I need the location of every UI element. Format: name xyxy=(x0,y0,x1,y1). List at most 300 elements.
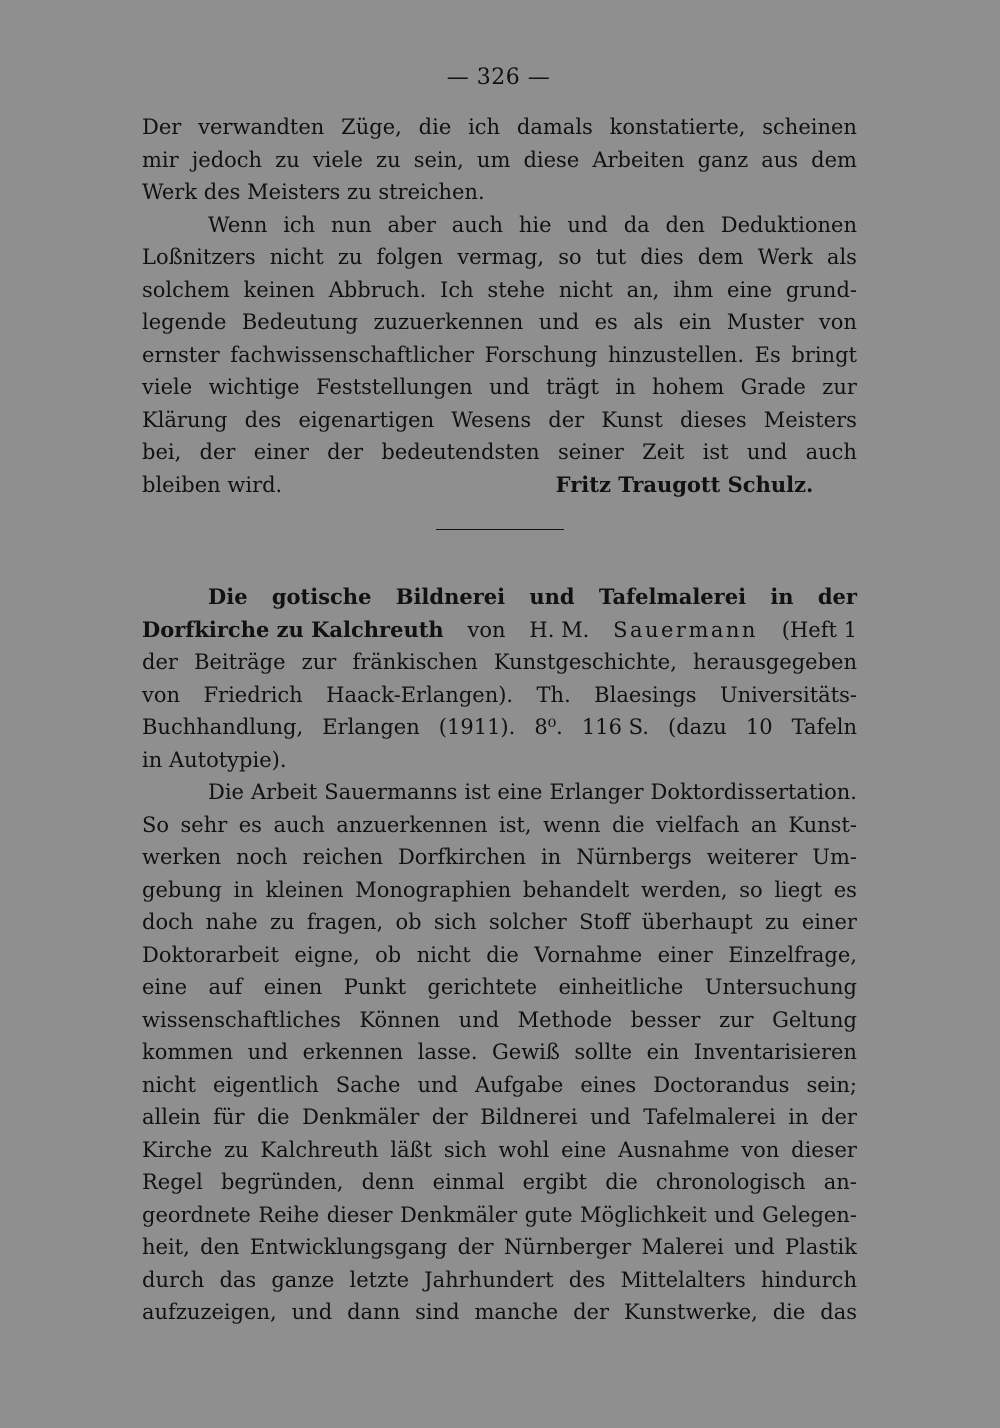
word: Möglichkeit xyxy=(580,1202,707,1227)
text-line xyxy=(142,1166,857,1199)
word: als xyxy=(826,245,857,269)
word: eigentlich xyxy=(213,1072,319,1097)
word: Nürnbergs xyxy=(576,845,692,869)
word: (1911). xyxy=(438,715,516,739)
word: Doktordissertation. xyxy=(650,780,857,804)
word: vermag, xyxy=(457,245,545,269)
word: Deduktionen xyxy=(720,212,857,237)
word: Universitäts- xyxy=(719,682,857,707)
word: Sauermanns xyxy=(324,780,458,804)
word: Monographien xyxy=(355,877,512,902)
heading-word: und xyxy=(529,584,575,609)
review-gotische-bildnerei xyxy=(142,581,857,1329)
word: Nürnberger xyxy=(503,1235,632,1259)
word: Feststellungen xyxy=(316,375,473,399)
word: viele xyxy=(312,147,363,172)
word: herausgegeben xyxy=(693,650,857,674)
word: werken xyxy=(142,845,222,869)
word: Werk xyxy=(757,245,813,269)
word: Bedeutung xyxy=(241,310,359,334)
text-line xyxy=(142,306,857,339)
word: Erlanger xyxy=(549,780,644,804)
word: auch xyxy=(273,812,325,837)
word: die xyxy=(486,942,519,967)
word: Autotypie). xyxy=(168,747,287,772)
word: des xyxy=(568,1267,606,1292)
word: Sache xyxy=(335,1072,401,1097)
word: solchem xyxy=(142,277,230,302)
word: grund- xyxy=(785,277,857,302)
word: eine xyxy=(561,1137,607,1162)
word: wissenschaftliches xyxy=(142,1007,341,1032)
word: liegt xyxy=(774,877,823,902)
word: Bildnerei xyxy=(480,1105,578,1129)
word: ganze xyxy=(271,1267,335,1292)
word: des xyxy=(203,180,241,204)
word: Haack-Erlangen). xyxy=(326,682,514,707)
word: fachwissenschaftlicher xyxy=(230,342,475,367)
text-line xyxy=(142,679,857,712)
word: Klärung xyxy=(142,407,228,432)
word: zu xyxy=(269,910,295,934)
word: bringt xyxy=(791,342,857,367)
word: so xyxy=(739,877,763,902)
text-line xyxy=(142,176,857,209)
word: eigenartigen xyxy=(298,407,435,432)
word: der xyxy=(142,650,178,674)
text-line xyxy=(142,436,857,469)
word: aufzuzeigen, xyxy=(142,1300,277,1324)
word: viele xyxy=(142,375,193,399)
word: fragen, xyxy=(306,910,384,934)
word: mir xyxy=(142,147,179,172)
text-line xyxy=(142,809,857,842)
word: diese xyxy=(523,147,580,172)
word: der xyxy=(431,1105,468,1129)
word: und xyxy=(458,1007,500,1032)
text-line xyxy=(142,274,857,307)
word: es xyxy=(238,812,262,837)
word: einer xyxy=(801,910,857,934)
word: denn xyxy=(361,1170,415,1194)
word: ich xyxy=(468,115,501,139)
heading-bold-subject: Dorfkirche zu Kalchreuth xyxy=(142,616,444,642)
word: da xyxy=(623,212,650,237)
word: wichtige xyxy=(208,375,300,399)
word: es xyxy=(594,310,618,334)
text-line xyxy=(142,111,857,144)
text-line xyxy=(142,1264,857,1297)
word: manche xyxy=(474,1300,559,1324)
word: allein xyxy=(142,1105,201,1129)
word: ist, xyxy=(498,812,532,837)
word: sich xyxy=(433,910,477,934)
word: gute xyxy=(524,1202,573,1227)
word: Tafeln xyxy=(791,715,857,739)
word: zu xyxy=(337,245,363,269)
word: Arbeiten xyxy=(592,147,685,172)
word: Dorfkirchen xyxy=(397,845,526,869)
word: Loßnitzers xyxy=(142,245,256,269)
text-line xyxy=(142,906,857,939)
word: und xyxy=(714,1202,755,1227)
word: die xyxy=(257,1105,290,1129)
word: ergibt xyxy=(522,1170,588,1194)
word: Kalchreuth xyxy=(260,1137,379,1162)
word: ein xyxy=(678,310,712,334)
word: noch xyxy=(236,845,288,869)
word: Doctorandus xyxy=(653,1072,790,1097)
text-line xyxy=(142,646,857,679)
word: bedeutendsten xyxy=(381,440,540,464)
heading-von: von xyxy=(467,617,506,642)
text-line xyxy=(142,1296,857,1329)
word: dies xyxy=(640,245,684,269)
word: sollte xyxy=(574,1040,633,1064)
word: Kunst xyxy=(601,407,663,432)
word: Der xyxy=(142,115,182,139)
word: Abbruch. xyxy=(328,277,427,302)
word: gebung xyxy=(142,877,222,902)
word: Untersuchung xyxy=(704,975,857,999)
word: die xyxy=(772,1300,806,1324)
heading-word: gotische xyxy=(271,584,372,609)
word: an xyxy=(750,812,777,837)
word: Geltung xyxy=(772,1007,857,1032)
heading-series-note: (Heft 1 xyxy=(781,617,857,642)
word: zu xyxy=(275,147,300,172)
word: Ich xyxy=(440,277,474,302)
word: auch xyxy=(805,440,857,464)
word: auch xyxy=(451,212,504,237)
word: kommen xyxy=(142,1040,234,1064)
word: dieses xyxy=(680,407,747,432)
word: dann xyxy=(347,1300,401,1324)
word: wohl xyxy=(498,1137,550,1162)
word: ganz xyxy=(697,147,749,172)
text-line xyxy=(142,874,857,907)
word: geordnete xyxy=(142,1202,251,1227)
word: als xyxy=(633,310,664,334)
word: zu xyxy=(347,180,372,204)
word: hohem xyxy=(652,375,725,399)
word: von xyxy=(741,1137,780,1162)
text-line xyxy=(142,1231,857,1264)
word: doch xyxy=(142,910,194,934)
word: folgen xyxy=(376,245,444,269)
word: ist xyxy=(464,780,491,804)
word: der xyxy=(548,407,585,432)
word: Die xyxy=(208,780,244,804)
word: Es xyxy=(754,342,781,367)
word: sehr xyxy=(180,812,228,837)
review-heading-line-2 xyxy=(142,614,857,647)
word: Kunstwerke, xyxy=(623,1300,758,1324)
word: eigne, xyxy=(294,942,360,967)
word: sich xyxy=(443,1137,487,1162)
word: so xyxy=(558,245,582,269)
text-line xyxy=(142,971,857,1004)
word: Doktorarbeit xyxy=(142,942,279,967)
word: chronologisch xyxy=(655,1170,806,1194)
word: nahe xyxy=(205,910,258,934)
word: Mittelalters xyxy=(620,1267,746,1292)
text-line xyxy=(142,1134,857,1167)
word: zu xyxy=(223,1137,249,1162)
word: keinen xyxy=(243,277,315,302)
word: Können xyxy=(359,1007,441,1032)
word: Kunst- xyxy=(788,812,857,837)
section-divider xyxy=(436,529,564,530)
word: Um- xyxy=(812,845,857,869)
word: Jahrhundert xyxy=(424,1267,554,1292)
word: lasse. xyxy=(417,1040,478,1064)
text-line xyxy=(142,841,857,874)
word: der xyxy=(821,1105,857,1129)
word: eine xyxy=(727,277,773,302)
word: legende xyxy=(142,310,227,334)
author-signature: Fritz Traugott Schulz. xyxy=(555,471,814,497)
word: hindurch xyxy=(760,1267,857,1292)
word: eines xyxy=(580,1072,637,1097)
word: (dazu xyxy=(668,715,727,739)
word: es xyxy=(833,877,857,902)
word: in xyxy=(233,877,254,902)
text-line xyxy=(142,1101,857,1134)
word: auf xyxy=(208,975,243,999)
text-line xyxy=(142,404,857,437)
word: bei, xyxy=(142,440,182,464)
review-body xyxy=(142,646,857,1329)
word: und xyxy=(734,1235,775,1259)
word: Malerei xyxy=(641,1235,724,1259)
word: überhaupt xyxy=(641,910,753,934)
word: gerichtete xyxy=(427,975,538,999)
word: der xyxy=(573,1300,610,1324)
word: Tafelmalerei xyxy=(643,1105,776,1129)
word: hinzustellen. xyxy=(607,342,745,367)
word: den xyxy=(200,1235,240,1259)
book-page xyxy=(142,56,857,1329)
word: in xyxy=(788,1105,809,1129)
word: tut xyxy=(595,245,627,269)
word: einer xyxy=(657,942,713,967)
word: Entwicklungsgang xyxy=(249,1235,448,1259)
text-line xyxy=(142,744,857,777)
word: dem xyxy=(811,147,857,172)
word: ein xyxy=(646,1040,680,1064)
word: die xyxy=(605,1170,638,1194)
text-line xyxy=(142,1069,857,1102)
review-body xyxy=(142,111,857,469)
word: Erlangen xyxy=(322,715,420,739)
word: Plastik xyxy=(784,1235,857,1259)
word: dieser xyxy=(326,1202,393,1227)
author-name: Sauermann xyxy=(613,617,758,642)
word: weiterer xyxy=(706,845,798,869)
word: nicht xyxy=(558,277,613,302)
word: Vornahme xyxy=(534,942,643,967)
word: Wenn xyxy=(208,212,268,237)
word: Regel xyxy=(142,1170,203,1194)
word: und xyxy=(538,310,580,334)
text-line xyxy=(142,209,857,242)
word: 116 S. xyxy=(581,715,649,739)
word: einer xyxy=(253,440,309,464)
word: Werk xyxy=(142,180,198,204)
word: solcher xyxy=(488,910,567,934)
word: ob xyxy=(395,910,422,934)
word: der xyxy=(457,1235,494,1259)
word: Punkt xyxy=(343,975,407,999)
word: Blaesings xyxy=(594,682,697,707)
word: zur xyxy=(301,650,337,674)
text-line xyxy=(142,711,857,744)
word: trägt xyxy=(546,375,599,399)
word: zuzuerkennen xyxy=(373,310,524,334)
word: einmal xyxy=(432,1170,505,1194)
word: und xyxy=(489,375,530,399)
word: So xyxy=(142,812,170,837)
word: an- xyxy=(823,1170,857,1194)
word: stehe xyxy=(487,277,546,302)
word: aus xyxy=(761,147,799,172)
word: der xyxy=(327,440,364,464)
heading-word: Bildnerei xyxy=(395,584,506,609)
word: Buchhandlung, xyxy=(142,715,304,739)
word: einheitliche xyxy=(558,975,684,999)
word: Wesens xyxy=(451,407,532,432)
word: Einzelfrage, xyxy=(728,942,857,967)
word: damals xyxy=(516,115,593,139)
text-line xyxy=(142,144,857,177)
word: besser xyxy=(630,1007,701,1032)
word: Th. xyxy=(536,682,571,707)
word: nicht xyxy=(416,942,471,967)
author-initials: H. M. xyxy=(529,617,590,642)
word: sind xyxy=(415,1300,460,1324)
word: den xyxy=(665,212,705,237)
word: Meisters xyxy=(763,407,857,432)
word: Ausnahme xyxy=(618,1137,730,1162)
word: heit, xyxy=(142,1235,190,1259)
word: an, xyxy=(626,277,660,302)
word: Kunstgeschichte, xyxy=(493,650,677,674)
word: Züge, xyxy=(341,115,402,139)
word: konstatierte, xyxy=(609,115,746,139)
word: der xyxy=(199,440,236,464)
word: Gewiß xyxy=(492,1040,560,1064)
word: ich xyxy=(283,212,316,237)
word: und xyxy=(590,1105,631,1129)
word: nun xyxy=(331,212,372,237)
closing-text: bleiben wird. xyxy=(142,472,283,497)
word: von xyxy=(818,310,857,334)
word: Denkmäler xyxy=(400,1202,518,1227)
text-line xyxy=(142,1004,857,1037)
word: in xyxy=(142,747,163,772)
word: jedoch xyxy=(191,147,263,172)
word: 10 xyxy=(745,715,773,739)
word: eine xyxy=(497,780,543,804)
word: fränkischen xyxy=(352,650,478,674)
word: anzuerkennen xyxy=(336,812,488,837)
word: Arbeit xyxy=(250,780,318,804)
word: hie xyxy=(518,212,552,237)
heading-word: Die xyxy=(208,584,248,609)
text-line xyxy=(142,1036,857,1069)
word: vielfach xyxy=(656,812,740,837)
word: das xyxy=(820,1300,857,1324)
word: Grade xyxy=(740,375,806,399)
word: des xyxy=(244,407,282,432)
word: scheinen xyxy=(762,115,857,139)
word: ernster xyxy=(142,342,220,367)
word: einen xyxy=(263,975,323,999)
word: werden, xyxy=(641,877,728,902)
word: von xyxy=(142,682,181,707)
word: Denkmäler xyxy=(302,1105,420,1129)
review-fritz-traugott-schulz xyxy=(142,111,857,501)
word: seiner xyxy=(557,440,624,464)
word: die xyxy=(418,115,452,139)
word: und xyxy=(567,212,608,237)
word: zu xyxy=(376,147,401,172)
word: erkennen xyxy=(302,1040,404,1064)
heading-word: Tafelmalerei xyxy=(598,584,747,609)
word: aber xyxy=(387,212,436,237)
word: letzte xyxy=(349,1267,410,1292)
word: und xyxy=(291,1300,333,1324)
word: zur xyxy=(822,375,857,399)
word: für xyxy=(213,1105,245,1129)
word: kleinen xyxy=(265,877,344,902)
text-line xyxy=(142,1199,857,1232)
heading-word: in xyxy=(770,584,794,609)
word: Muster xyxy=(726,310,804,334)
word: und xyxy=(746,440,788,464)
word: läßt xyxy=(390,1137,433,1162)
word: durch xyxy=(142,1267,205,1292)
word: sein, xyxy=(413,147,464,172)
word: wenn xyxy=(543,812,601,837)
word: streichen. xyxy=(378,180,485,204)
text-line xyxy=(142,371,857,404)
word: ihm xyxy=(673,277,714,302)
word: behandelt xyxy=(522,877,630,902)
word: ist xyxy=(702,440,729,464)
word: in xyxy=(615,375,636,399)
word: begründen, xyxy=(220,1170,344,1194)
word: in xyxy=(540,845,562,869)
word: nicht xyxy=(142,1072,196,1097)
text-line xyxy=(142,939,857,972)
word: dieser xyxy=(791,1137,857,1162)
word: und xyxy=(247,1040,289,1064)
word: verwandten xyxy=(198,115,325,139)
word: und xyxy=(417,1072,458,1097)
word: Friedrich xyxy=(203,682,303,707)
word: 8⁰. xyxy=(534,715,563,739)
word: eine xyxy=(142,975,188,999)
text-line xyxy=(142,241,857,274)
page-number: — 326 — xyxy=(446,65,551,90)
word: zu xyxy=(764,910,790,934)
word: Gelegen- xyxy=(762,1202,857,1227)
word: Methode xyxy=(517,1007,613,1032)
word: Kirche xyxy=(142,1137,213,1162)
word: reichen xyxy=(302,845,383,869)
